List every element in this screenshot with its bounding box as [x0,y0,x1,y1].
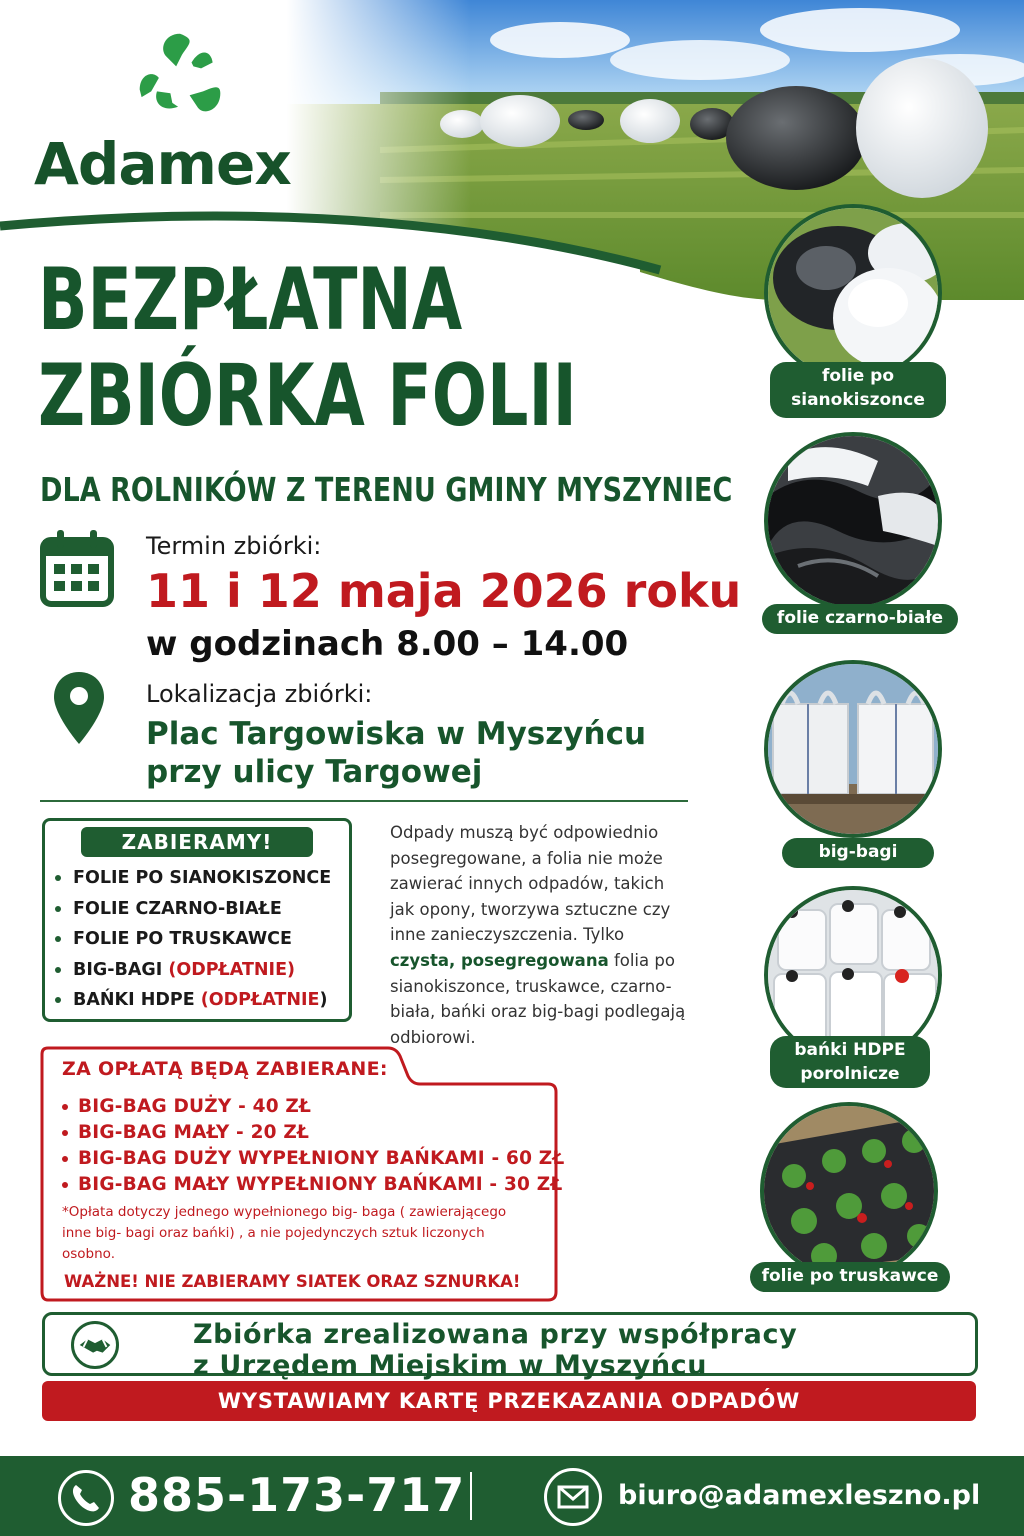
title-line-1: BEZPŁATNA [38,250,463,350]
list-item [55,985,331,1016]
email-address[interactable]: biuro@adamexleszno.pl [618,1480,981,1511]
category-label-text: folie czarno-białe [776,608,944,628]
paid-list [62,1094,565,1198]
cooperation-line-1: Zbiórka zrealizowana przy współpracy [193,1319,798,1350]
category-image-big-bags [764,660,942,838]
term-hours: w godzinach 8.00 – 14.00 [146,624,629,664]
bullet-icon [55,936,61,942]
category-label-text: folie po sianokiszonce [791,366,925,410]
accepted-item-text: FOLIE CZARNO-BIAŁE [73,898,282,919]
paid-warning: WAŻNE! NIE ZABIERAMY SIATEK ORAZ SZNURKA! [64,1272,521,1291]
category-label-wrapped-bales [770,362,946,418]
list-item [55,924,331,955]
accepted-title: ZABIERAMY! [81,827,313,857]
accepted-item-suffix: ) [319,990,328,1010]
bullet-icon [62,1130,68,1136]
location-line-2: przy ulicy Targowej [146,754,483,790]
bullet-icon [62,1182,68,1188]
list-item [55,863,331,894]
phone-icon [58,1470,114,1526]
description-emphasis: czysta, posegregowana [390,950,609,970]
list-item [62,1146,565,1172]
accepted-list [55,863,331,1016]
paid-item-text: BIG-BAG DUŻY - 40 ZŁ [78,1096,312,1117]
section-divider [40,800,688,802]
category-label-big-bags [782,838,934,868]
phone-number[interactable]: 885-173-717 [128,1468,466,1522]
paid-item-text: BIG-BAG MAŁY WYPEŁNIONY BAŃKAMI - 30 ZŁ [78,1174,563,1195]
category-image-black-white-film [764,432,942,610]
list-item [62,1172,565,1198]
brand-name: Adamex [34,130,291,198]
description-text [390,820,690,1050]
category-label-text: folie po truskawce [761,1266,939,1286]
accepted-item-text: FOLIE PO SIANOKISZONCE [73,868,332,888]
category-label-text: bańki HDPE porolnicze [794,1040,906,1084]
bullet-icon [62,1104,68,1110]
page-subtitle: DLA ROLNIKÓW Z TERENU GMINY MYSZYNIEC [40,470,733,509]
accepted-item-note: (ODPŁATNIE [200,990,320,1010]
page-title [38,252,577,444]
cooperation-line-2: z Urzędem Miejskim w Myszyńcu [193,1350,708,1381]
waste-card-banner: WYSTAWIAMY KARTĘ PRZEKAZANIA ODPADÓW [42,1381,976,1421]
bullet-icon [55,906,61,912]
category-label-black-white-film [762,604,958,634]
brand-logo [34,28,334,198]
list-item [55,955,331,986]
accepted-item-text: FOLIE PO TRUSKAWCE [73,929,292,949]
accepted-item-note: (ODPŁATNIE) [168,959,296,980]
term-date: 11 i 12 maja 2026 roku [146,564,742,618]
description-part-2: folia po sianokiszonce, truskawce, czarno-biała, bańki oraz big-bagi podlegają odbiorowi. [390,950,686,1047]
list-item [62,1120,565,1146]
calendar-icon [40,528,114,608]
description-part-1: Odpady muszą być odpowiednio posegregowane, a folia nie może zawierać innych odpadów, takich jak opony, tworzywa sztuczne czy inne zanieczyszczenia. Tylko [390,823,671,945]
paid-item-text: BIG-BAG DUŻY WYPEŁNIONY BAŃKAMI - 60 ZŁ [78,1148,565,1169]
list-item [55,894,331,925]
category-label-text: big-bagi [818,842,898,862]
handshake-icon [71,1321,119,1369]
location-pin-icon [52,670,106,746]
title-line-2: ZBIÓRKA FOLII [38,346,577,446]
category-label-strawberry-film [750,1262,950,1292]
accepted-item-text: BIG-BAGI [73,959,169,980]
recycle-leaf-icon [132,28,228,124]
bullet-icon [55,997,61,1003]
category-image-wrapped-bales [764,204,942,382]
paid-title: ZA OPŁATĄ BĘDĄ ZABIERANE: [62,1058,388,1080]
bullet-icon [62,1156,68,1162]
bullet-icon [55,967,61,973]
category-label-hdpe-canisters [770,1036,930,1088]
term-label: Termin zbiórki: [146,532,322,560]
accepted-item-text: BAŃKI HDPE [73,990,201,1010]
list-item [62,1094,565,1120]
bullet-icon [55,875,61,881]
envelope-icon [544,1468,602,1526]
cooperation-box [42,1312,978,1381]
footer-divider [470,1472,472,1520]
paid-item-text: BIG-BAG MAŁY - 20 ZŁ [78,1122,310,1143]
category-image-strawberry-film [760,1102,938,1280]
location-line-1: Plac Targowiska w Myszyńcu [146,716,647,752]
paid-note: *Opłata dotyczy jednego wypełnionego big- baga ( zawierającego inne big- bagi oraz bańki) , a nie pojedynczych sztuk liczonych osobno. [62,1204,507,1262]
location-label: Lokalizacja zbiórki: [146,680,373,708]
contact-footer [0,1456,1024,1536]
cooperation-text [193,1319,797,1381]
accepted-box [42,818,352,1022]
